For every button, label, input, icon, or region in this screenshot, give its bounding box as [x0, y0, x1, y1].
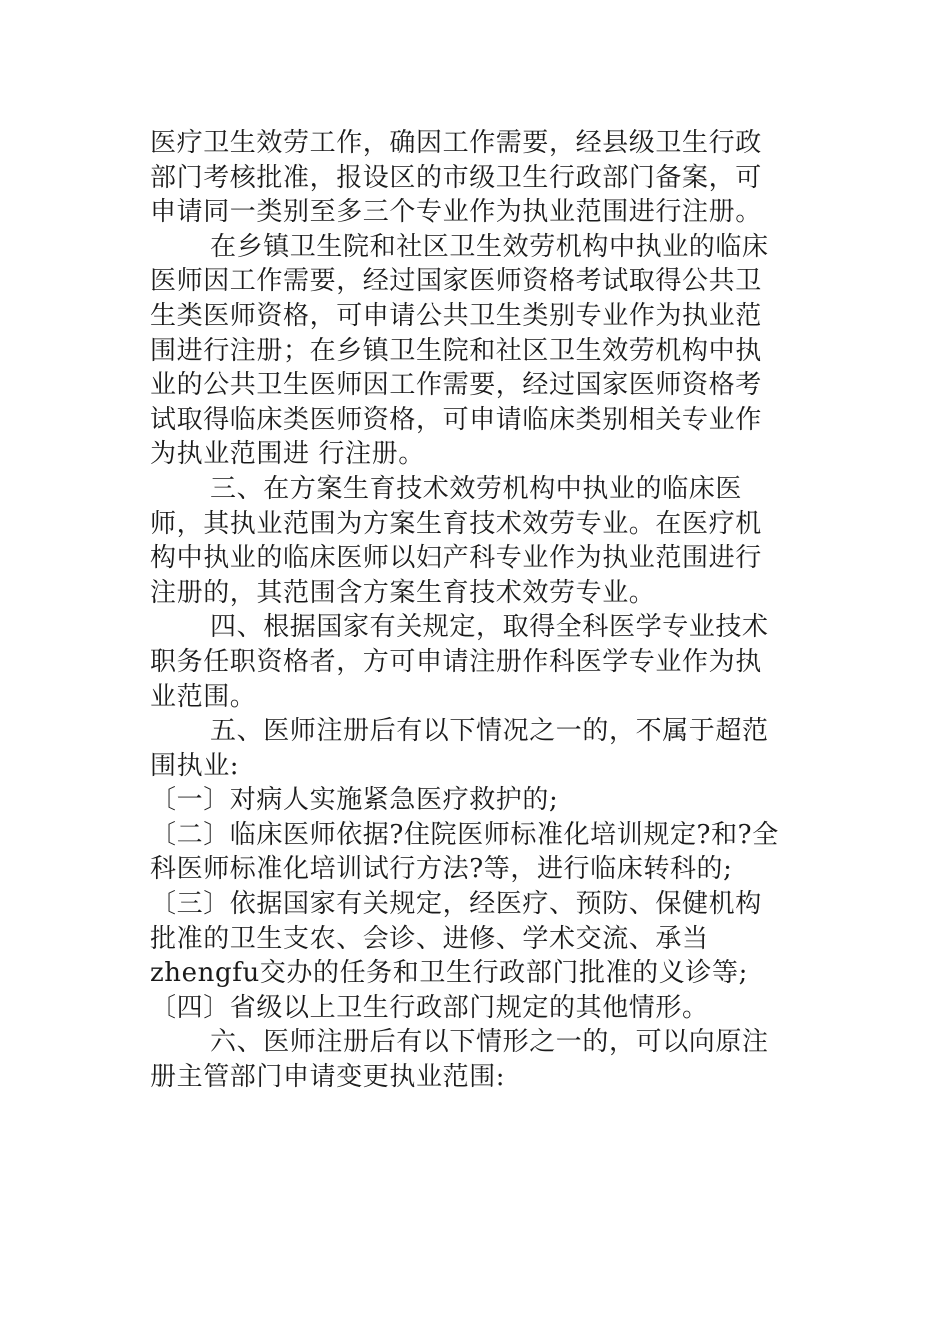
paragraph-item-5: 五、医师注册后有以下情况之一的，不属于超范围执业:: [150, 716, 769, 781]
paragraph-item-3: 三、在方案生育技术效劳机构中执业的临床医师，其执业范围为方案生育技术效劳专业。在医疗机构中执业的临床医师以妇产科专业作为执业范围进行注册的，其范围含方案生育技术效劳专业。: [150, 473, 762, 608]
sub-item-3: 〔三〕依据国家有关规定，经医疗、预防、保健机构批准的卫生支农、会诊、进修、学术交流、承当zhengfu交办的任务和卫生行政部门批准的义诊等;: [150, 889, 762, 989]
document-body: [150, 126, 786, 1095]
paragraph-item-4: 四、根据国家有关规定，取得全科医学专业技术职务任职资格者，方可申请注册作科医学专业作为执业范围。: [150, 612, 769, 712]
sub-item-4: 〔四〕省级以上卫生行政部门规定的其他情形。: [150, 992, 709, 1023]
paragraph-continuation: 医疗卫生效劳工作，确因工作需要，经县级卫生行政部门考核批准，报设区的市级卫生行政部门备案，可申请同一类别至多三个专业作为执业范围进行注册。: [150, 128, 762, 228]
paragraph-item-6: 六、医师注册后有以下情形之一的，可以向原注册主管部门申请变更执业范围:: [150, 1027, 769, 1093]
paragraph-township-clinic: 在乡镇卫生院和社区卫生效劳机构中执业的临床医师因工作需要，经过国家医师资格考试取得公共卫生类医师资格，可申请公共卫生类别专业作为执业范围进行注册；在乡镇卫生院和社区卫生效劳机构中执业的公共卫生医师因工作需要，经过国家医师资格考试取得临床类医师资格，可申请临床类别相关专业作为执业范围进 行注册。: [150, 231, 769, 470]
sub-item-2: 〔二〕临床医师依据?住院医师标准化培训规定?和?全科医师标准化培训试行方法?等，进行临床转科的;: [150, 819, 779, 885]
sub-item-1: 〔一〕对病人实施紧急医疗救护的;: [150, 785, 559, 816]
